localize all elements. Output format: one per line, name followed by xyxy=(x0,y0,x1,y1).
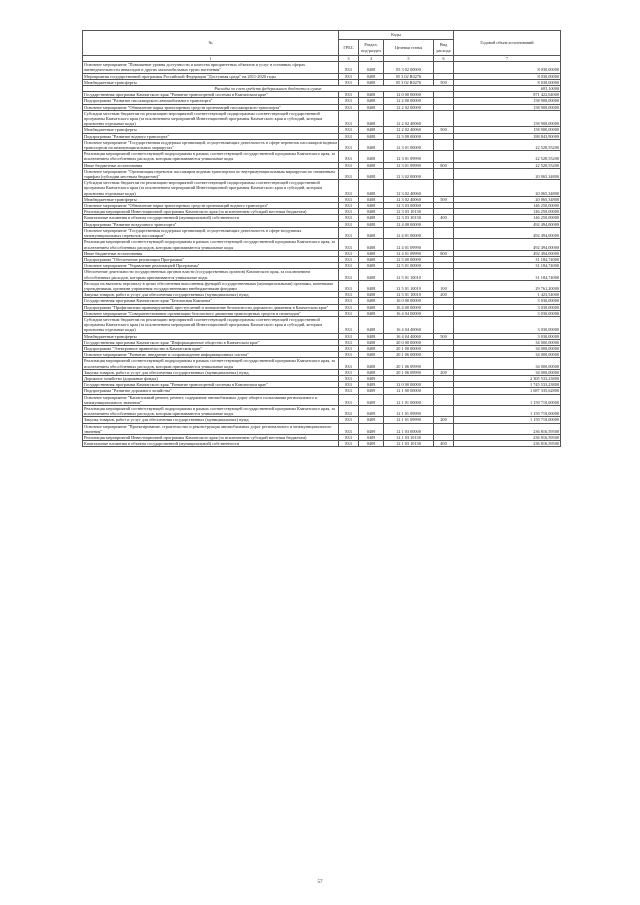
row-expense-type: 500 xyxy=(434,79,454,85)
table-row xyxy=(83,239,561,250)
row-name: Иные бюджетные ассигнования xyxy=(83,162,339,168)
row-expense-type xyxy=(434,139,454,150)
row-amount: 34 000,00000 xyxy=(454,345,561,351)
row-target-article: 12 5 01 10010 xyxy=(384,292,434,298)
row-grbs: 833 xyxy=(339,162,359,168)
row-razdel: 0409 xyxy=(359,423,384,434)
row-name: Государственная программа Камчатского края "Развитие транспортной системы в Камчатском крае" xyxy=(83,382,339,388)
row-expense-type xyxy=(434,180,454,197)
row-grbs: 833 xyxy=(339,298,359,304)
row-name: Субсидии местным бюджетам на реализацию мероприятий соответствующей подпрограммы соответствующей государственной программы Камчатского края (за исключением мероприятий Инвестиционной программы Камчатского края и субсидий, которым присвоены отдельные коды) xyxy=(83,110,339,127)
row-name: Закупка товаров, работ и услуг для обеспечения государственных (муниципальных) нужд xyxy=(83,369,339,375)
header-codes: Коды xyxy=(339,31,454,40)
budget-table xyxy=(82,30,561,447)
row-expense-type: 500 xyxy=(434,333,454,339)
note-text: Расходы за счет средств федерального бюджета в сумме xyxy=(83,86,454,92)
row-expense-type xyxy=(434,62,454,73)
row-grbs: 833 xyxy=(339,168,359,179)
row-name: Государственная программа Камчатского края "Безопасная Камчатка" xyxy=(83,298,339,304)
row-target-article: 16 4 04 40060 xyxy=(384,333,434,339)
row-razdel: 0408 xyxy=(359,227,384,238)
row-expense-type xyxy=(434,227,454,238)
row-target-article: 12 3 03 00000 xyxy=(384,203,434,209)
row-amount: 158 900,00000 xyxy=(454,104,561,110)
row-razdel: 0408 xyxy=(359,310,384,316)
table-row xyxy=(83,358,561,369)
row-amount: 3 030,00000 xyxy=(454,316,561,333)
row-grbs: 833 xyxy=(339,423,359,434)
row-target-article: 16 0 00 00000 xyxy=(384,298,434,304)
row-grbs: 833 xyxy=(339,382,359,388)
row-name: Основное мероприятие "Развитие, внедрение и сопровождение информационных систем" xyxy=(83,352,339,358)
row-amount: 146 250,00000 xyxy=(454,215,561,221)
row-razdel: 0408 xyxy=(359,73,384,79)
row-razdel: 0408 xyxy=(359,98,384,104)
row-amount: 146 250,00000 xyxy=(454,209,561,215)
row-target-article: 12 2 02 40060 xyxy=(384,110,434,127)
row-razdel: 0408 xyxy=(359,151,384,162)
row-amount: 492 494,00000 xyxy=(454,221,561,227)
row-target-article: 12 3 02 00000 xyxy=(384,168,434,179)
column-number: 1 xyxy=(83,56,339,62)
row-name: Основное мероприятие "Повышение уровня доступности и качества приоритетных объектов и услуг в основных сферах жизнедеятельности инвалидов и других маломобильных групп населения" xyxy=(83,62,339,73)
row-target-article: 12 1 03 10130 xyxy=(384,435,434,441)
row-amount: 492 494,00000 xyxy=(454,239,561,250)
row-grbs: 833 xyxy=(339,280,359,291)
row-amount: 8 030,00000 xyxy=(454,62,561,73)
row-expense-type: 400 xyxy=(434,441,454,447)
row-grbs: 833 xyxy=(339,339,359,345)
row-expense-type: 200 xyxy=(434,369,454,375)
row-grbs: 833 xyxy=(339,263,359,269)
row-expense-type xyxy=(434,269,454,280)
column-number: 6 xyxy=(434,56,454,62)
row-name: Межбюджетные трансферты xyxy=(83,333,339,339)
row-amount: 1 159 710,00000 xyxy=(454,405,561,416)
row-grbs: 833 xyxy=(339,104,359,110)
row-amount: 1 745 533,23800 xyxy=(454,382,561,388)
row-name: Реализация мероприятий соответствующей подпрограммы в рамках соответствующей государственной программы Камчатского края, за исключением обособленных расходов, которым присваиваются уникальные коды xyxy=(83,358,339,369)
row-razdel: 0408 xyxy=(359,269,384,280)
row-name: Реализация мероприятий Инвестиционной программы Камчатского края (за исключением субсидий местным бюджетам) xyxy=(83,209,339,215)
row-razdel: 0408 xyxy=(359,168,384,179)
row-amount: 236 816,59500 xyxy=(454,435,561,441)
row-razdel: 0408 xyxy=(359,358,384,369)
header-grbs: ГРБС xyxy=(339,40,359,56)
row-expense-type: 800 xyxy=(434,250,454,256)
row-target-article: 12 3 02 40060 xyxy=(384,180,434,197)
row-grbs: 833 xyxy=(339,417,359,423)
row-amount: 20 065,34800 xyxy=(454,168,561,179)
row-razdel: 0408 xyxy=(359,215,384,221)
row-target-article: 12 1 01 09990 xyxy=(384,417,434,423)
row-grbs: 833 xyxy=(339,369,359,375)
row-razdel: 0408 xyxy=(359,280,384,291)
row-expense-type xyxy=(434,423,454,434)
row-amount: 492 494,00000 xyxy=(454,227,561,238)
row-target-article: 12 5 01 10010 xyxy=(384,280,434,291)
row-expense-type xyxy=(434,239,454,250)
row-name: Основное мероприятие "Капитальный ремонт, ремонт, содержание автомобильных дорог общего пользования регионального и межмуниципального значения" xyxy=(83,394,339,405)
row-name: Основное мероприятие "Обновление парка транспортных средств организаций пассажирского транспорта" xyxy=(83,104,339,110)
table-row xyxy=(83,151,561,162)
table-row xyxy=(83,110,561,127)
row-amount: 2 305 533,23800 xyxy=(454,375,561,381)
row-amount: 22 528,55200 xyxy=(454,139,561,150)
page-number: 57 xyxy=(317,880,323,885)
column-number: 4 xyxy=(359,56,384,62)
row-name: Реализация мероприятий соответствующей подпрограммы в рамках соответствующей государственной программы Камчатского края, за исключением обособленных расходов, которым присваиваются уникальные коды xyxy=(83,151,339,162)
row-expense-type xyxy=(434,394,454,405)
row-grbs: 833 xyxy=(339,127,359,133)
row-amount: 31 184,74000 xyxy=(454,269,561,280)
row-target-article: 20 0 00 00000 xyxy=(384,339,434,345)
row-grbs: 833 xyxy=(339,239,359,250)
column-number: 7 xyxy=(454,56,561,62)
row-grbs: 833 xyxy=(339,345,359,351)
row-razdel: 0409 xyxy=(359,435,384,441)
row-target-article: 12 5 00 00000 xyxy=(384,256,434,262)
row-grbs: 833 xyxy=(339,441,359,447)
row-grbs: 833 xyxy=(339,139,359,150)
row-grbs: 833 xyxy=(339,269,359,280)
row-razdel: 0408 xyxy=(359,139,384,150)
row-name: Обеспечение деятельности государственных органов власти (государственных органов) Камчатского края, за исключением обособленных расходов, которым присваиваются уникальные коды xyxy=(83,269,339,280)
row-razdel: 0408 xyxy=(359,162,384,168)
row-target-article: 16 4 04 00000 xyxy=(384,310,434,316)
table-row xyxy=(83,168,561,179)
row-name: Подпрограмма "Развитие пассажирского автомобильного транспорта" xyxy=(83,98,339,104)
row-amount: 8 030,00000 xyxy=(454,79,561,85)
note-sum: 693,10000 xyxy=(454,86,561,92)
row-name: Иные бюджетные ассигнования xyxy=(83,250,339,256)
row-name: Субсидии местным бюджетам на реализацию мероприятий соответствующей подпрограммы соответствующей государственной программы Камчатского края (за исключением мероприятий Инвестиционной программы Камчатского края и субсидий, которым присвоены отдельные коды) xyxy=(83,180,339,197)
row-grbs: 833 xyxy=(339,98,359,104)
row-razdel: 0409 xyxy=(359,394,384,405)
row-grbs: 833 xyxy=(339,110,359,127)
row-target-article: 12 1 03 10130 xyxy=(384,441,434,447)
row-name: Мероприятия государственной программы Российской Федерации "Доступная среда" на 2011-2020 годы xyxy=(83,73,339,79)
row-grbs: 833 xyxy=(339,151,359,162)
row-name: Государственная программа Камчатского края "Информационное общество в Камчатском крае" xyxy=(83,339,339,345)
row-razdel: 0408 xyxy=(359,180,384,197)
row-grbs: 833 xyxy=(339,394,359,405)
row-target-article: 12 4 01 09990 xyxy=(384,239,434,250)
row-amount: 34 000,00000 xyxy=(454,352,561,358)
column-number: 5 xyxy=(384,56,434,62)
row-razdel: 0408 xyxy=(359,79,384,85)
row-amount: 1 687 335,62800 xyxy=(454,388,561,394)
row-grbs: 833 xyxy=(339,133,359,139)
row-name: Подпрограмма "Развитие воздушного транспорта" xyxy=(83,221,339,227)
row-name: Основное мероприятие "Проектирование, строительство и реконструкция автомобильных дорог регионального и межмуниципального значения" xyxy=(83,423,339,434)
row-razdel: 0409 xyxy=(359,375,384,381)
table-header xyxy=(83,31,561,62)
table-row xyxy=(83,441,561,447)
row-name: Межбюджетные трансферты xyxy=(83,196,339,202)
row-amount: 22 528,55200 xyxy=(454,162,561,168)
row-grbs: 833 xyxy=(339,62,359,73)
row-name: Субсидии местным бюджетам на реализацию мероприятий соответствующей подпрограммы соответствующей государственной программы Камчатского края (за исключением мероприятий Инвестиционной программы Камчатского края и субсидий, которым присвоены отдельные коды) xyxy=(83,316,339,333)
row-target-article: 05 3 02 R0276 xyxy=(384,73,434,79)
row-grbs: 833 xyxy=(339,358,359,369)
row-grbs: 833 xyxy=(339,310,359,316)
row-target-article: 05 3 02 R0276 xyxy=(384,79,434,85)
row-name: Подпрограмма "Развитие водного транспорта" xyxy=(83,133,339,139)
table-row xyxy=(83,180,561,197)
row-amount: 34 000,00000 xyxy=(454,339,561,345)
row-grbs: 833 xyxy=(339,352,359,358)
header-cst: Целевая статья xyxy=(384,40,434,56)
row-target-article: 20 1 06 09990 xyxy=(384,358,434,369)
row-expense-type: 200 xyxy=(434,417,454,423)
row-target-article: 12 1 03 00000 xyxy=(384,423,434,434)
header-vr: Вид расхода xyxy=(434,40,454,56)
row-name: Реализация мероприятий Инвестиционной программы Камчатского края (за исключением субсидий местным бюджетам) xyxy=(83,435,339,441)
table-body xyxy=(83,62,561,447)
row-razdel: 0408 xyxy=(359,345,384,351)
row-grbs: 833 xyxy=(339,435,359,441)
row-name: Основное мероприятие "Совершенствование организации безопасного движения транспортных средств и пешеходов" xyxy=(83,310,339,316)
table-row xyxy=(83,316,561,333)
row-amount: 236 816,59500 xyxy=(454,441,561,447)
row-razdel: 0408 xyxy=(359,104,384,110)
row-target-article: 12 3 03 10130 xyxy=(384,215,434,221)
row-razdel: 0408 xyxy=(359,304,384,310)
row-name: Закупка товаров, работ и услуг для обеспечения государственных (муниципальных) нужд xyxy=(83,292,339,298)
row-name: Государственная программа Камчатского края "Развитие транспортной системы в Камчатском крае" xyxy=(83,92,339,98)
row-target-article: 12 5 01 00000 xyxy=(384,263,434,269)
row-grbs: 833 xyxy=(339,221,359,227)
table-row xyxy=(83,423,561,434)
row-razdel: 0408 xyxy=(359,256,384,262)
row-target-article: 16 4 00 00000 xyxy=(384,304,434,310)
row-razdel: 0409 xyxy=(359,405,384,416)
table-row xyxy=(83,269,561,280)
row-target-article: 12 2 02 40060 xyxy=(384,127,434,133)
row-name: Основное мероприятие "Организация перевозок пассажиров водным транспортом по внутримуниципальным маршрутам по сниженным тарифам (субсидии местным бюджетам)" xyxy=(83,168,339,179)
row-amount: 158 900,00000 xyxy=(454,110,561,127)
row-razdel: 0409 xyxy=(359,417,384,423)
row-target-article: 20 1 06 09990 xyxy=(384,369,434,375)
table-row xyxy=(83,139,561,150)
row-target-article: 12 4 01 00000 xyxy=(384,227,434,238)
row-razdel: 0408 xyxy=(359,110,384,127)
row-expense-type xyxy=(434,168,454,179)
row-name: Межбюджетные трансферты xyxy=(83,79,339,85)
row-amount: 1 423,54000 xyxy=(454,292,561,298)
row-amount: 871 422,64000 xyxy=(454,92,561,98)
row-target-article: 12 3 01 00000 xyxy=(384,139,434,150)
row-target-article: 20 1 06 00000 xyxy=(384,352,434,358)
row-amount: 146 250,00000 xyxy=(454,203,561,209)
row-expense-type: 400 xyxy=(434,215,454,221)
row-razdel: 0409 xyxy=(359,388,384,394)
row-grbs: 833 xyxy=(339,215,359,221)
row-amount: 158 900,00000 xyxy=(454,127,561,133)
row-target-article: 12 1 01 09990 xyxy=(384,405,434,416)
header-sum: Годовой объем ассигнований xyxy=(454,31,561,56)
row-amount: 3 030,00000 xyxy=(454,333,561,339)
row-razdel: 0408 xyxy=(359,250,384,256)
row-target-article: 12 4 00 00000 xyxy=(384,221,434,227)
row-grbs: 833 xyxy=(339,375,359,381)
row-grbs: 833 xyxy=(339,79,359,85)
row-name: Капитальные вложения в объекты государственной (муниципальной) собственности xyxy=(83,441,339,447)
row-amount: 20 065,34800 xyxy=(454,180,561,197)
row-amount: 3 030,00000 xyxy=(454,298,561,304)
row-grbs: 833 xyxy=(339,304,359,310)
row-razdel: 0408 xyxy=(359,298,384,304)
column-number: 3 xyxy=(339,56,359,62)
row-amount: 236 816,59500 xyxy=(454,423,561,434)
row-razdel: 0408 xyxy=(359,339,384,345)
row-amount: 31 184,74000 xyxy=(454,256,561,262)
row-expense-type: 200 xyxy=(434,292,454,298)
row-amount: 29 761,20000 xyxy=(454,280,561,291)
row-expense-type xyxy=(434,110,454,127)
row-grbs: 833 xyxy=(339,227,359,238)
row-expense-type xyxy=(434,405,454,416)
table-row xyxy=(83,227,561,238)
row-name: Реализация мероприятий соответствующей подпрограммы в рамках соответствующей государственной программы Камчатского края, за исключением обособленных расходов, которым присваиваются уникальные коды xyxy=(83,405,339,416)
row-name: Капитальные вложения в объекты государственной (муниципальной) собственности xyxy=(83,215,339,221)
row-name: Расходы на выплаты персоналу в целях обеспечения выполнения функций государственными (муниципальными) органами, казенными учреждениями, органами управления государственными внебюджетными фондами xyxy=(83,280,339,291)
row-amount: 3 030,00000 xyxy=(454,310,561,316)
row-razdel: 0408 xyxy=(359,209,384,215)
row-expense-type: 500 xyxy=(434,196,454,202)
row-target-article: 12 2 00 00000 xyxy=(384,98,434,104)
row-target-article: 12 0 00 00000 xyxy=(384,382,434,388)
row-amount: 34 000,00000 xyxy=(454,369,561,375)
row-name: Основное мероприятие "Государственная поддержка организаций, осуществляющих деятельность в сфере воздушных межмуниципальных перевозок пассажиров" xyxy=(83,227,339,238)
row-grbs: 833 xyxy=(339,333,359,339)
row-target-article: 12 3 01 09990 xyxy=(384,162,434,168)
table-row xyxy=(83,280,561,291)
row-grbs: 833 xyxy=(339,73,359,79)
header-razdel: Раздел, под-раздел xyxy=(359,40,384,56)
row-grbs: 833 xyxy=(339,203,359,209)
row-target-article: 05 3 02 00000 xyxy=(384,62,434,73)
row-target-article: 16 4 04 40060 xyxy=(384,316,434,333)
header-name: № xyxy=(83,31,339,56)
row-name: Дорожное хозяйство (дорожные фонды) xyxy=(83,375,339,381)
row-amount: 492 494,00000 xyxy=(454,250,561,256)
row-razdel: 0408 xyxy=(359,221,384,227)
row-grbs: 833 xyxy=(339,196,359,202)
row-expense-type xyxy=(434,358,454,369)
row-razdel: 0408 xyxy=(359,239,384,250)
row-target-article: 12 2 02 00000 xyxy=(384,104,434,110)
row-razdel: 0408 xyxy=(359,133,384,139)
row-grbs: 833 xyxy=(339,250,359,256)
row-target-article: 12 3 02 40060 xyxy=(384,196,434,202)
row-grbs: 833 xyxy=(339,92,359,98)
row-target-article: 12 4 01 09990 xyxy=(384,250,434,256)
row-razdel: 0408 xyxy=(359,92,384,98)
row-razdel: 0408 xyxy=(359,203,384,209)
table-row xyxy=(83,405,561,416)
table-row xyxy=(83,62,561,73)
row-name: Подпрограмма "Обеспечение реализации Программы" xyxy=(83,256,339,262)
row-grbs: 833 xyxy=(339,405,359,416)
row-amount: 34 000,00000 xyxy=(454,358,561,369)
row-target-article: 12 5 01 10010 xyxy=(384,269,434,280)
row-razdel: 0408 xyxy=(359,292,384,298)
row-name: Закупка товаров, работ и услуг для обеспечения государственных (муниципальных) нужд xyxy=(83,417,339,423)
row-amount: 22 528,55200 xyxy=(454,151,561,162)
row-name: Подпрограмма "Профилактика правонарушений, преступлений и повышение безопасности дорожного движения в Камчатском крае" xyxy=(83,304,339,310)
row-expense-type xyxy=(434,316,454,333)
row-amount: 1 159 710,00000 xyxy=(454,394,561,405)
row-expense-type: 800 xyxy=(434,162,454,168)
row-amount: 1 159 710,00000 xyxy=(454,417,561,423)
row-name: Межбюджетные трансферты xyxy=(83,127,339,133)
row-name: Основное мероприятие "Управление реализацией Программы" xyxy=(83,263,339,269)
row-expense-type: 100 xyxy=(434,280,454,291)
row-name: Подпрограмма "Развитие дорожного хозяйства" xyxy=(83,388,339,394)
row-amount: 188 843,90000 xyxy=(454,133,561,139)
row-target-article: 12 0 00 00000 xyxy=(384,92,434,98)
row-razdel: 0408 xyxy=(359,263,384,269)
row-amount: 158 900,00000 xyxy=(454,98,561,104)
row-grbs: 833 xyxy=(339,316,359,333)
row-amount: 31 184,74000 xyxy=(454,263,561,269)
row-amount: 3 030,00000 xyxy=(454,304,561,310)
row-target-article: 20 1 00 00000 xyxy=(384,345,434,351)
row-razdel: 0408 xyxy=(359,127,384,133)
row-grbs: 833 xyxy=(339,388,359,394)
row-grbs: 833 xyxy=(339,292,359,298)
row-target-article: 12 3 01 09990 xyxy=(384,151,434,162)
row-razdel: 0408 xyxy=(359,333,384,339)
row-name: Подпрограмма "Электронное правительство в Камчатском крае" xyxy=(83,345,339,351)
row-razdel: 0409 xyxy=(359,441,384,447)
row-razdel: 0408 xyxy=(359,196,384,202)
row-target-article: 12 1 00 00000 xyxy=(384,388,434,394)
row-name: Основное мероприятие "Государственная поддержка организаций, осуществляющих деятельность в сфере перевозок пассажиров водным транспортом на межмуниципальных маршрутах" xyxy=(84,139,337,151)
row-name: Реализация мероприятий соответствующей подпрограммы в рамках соответствующей государственной программы Камчатского края, за исключением обособленных расходов, которым присваиваются уникальные коды xyxy=(83,239,339,250)
row-target-article: 12 3 00 00000 xyxy=(384,133,434,139)
row-grbs: 833 xyxy=(339,256,359,262)
row-razdel: 0408 xyxy=(359,62,384,73)
table-row xyxy=(83,394,561,405)
row-amount: 20 065,34800 xyxy=(454,196,561,202)
row-amount: 8 030,00000 xyxy=(454,73,561,79)
row-grbs: 833 xyxy=(339,209,359,215)
row-razdel: 0408 xyxy=(359,369,384,375)
row-target-article: 12 3 03 10130 xyxy=(384,209,434,215)
row-target-article: 12 1 01 00000 xyxy=(384,394,434,405)
row-expense-type: 500 xyxy=(434,127,454,133)
row-razdel: 0409 xyxy=(359,382,384,388)
row-name: Основное мероприятие "Обновление парка транспортных средств организаций водного транспорта" xyxy=(83,203,339,209)
row-razdel: 0408 xyxy=(359,352,384,358)
row-razdel: 0408 xyxy=(359,316,384,333)
row-grbs: 833 xyxy=(339,180,359,197)
row-expense-type xyxy=(434,151,454,162)
